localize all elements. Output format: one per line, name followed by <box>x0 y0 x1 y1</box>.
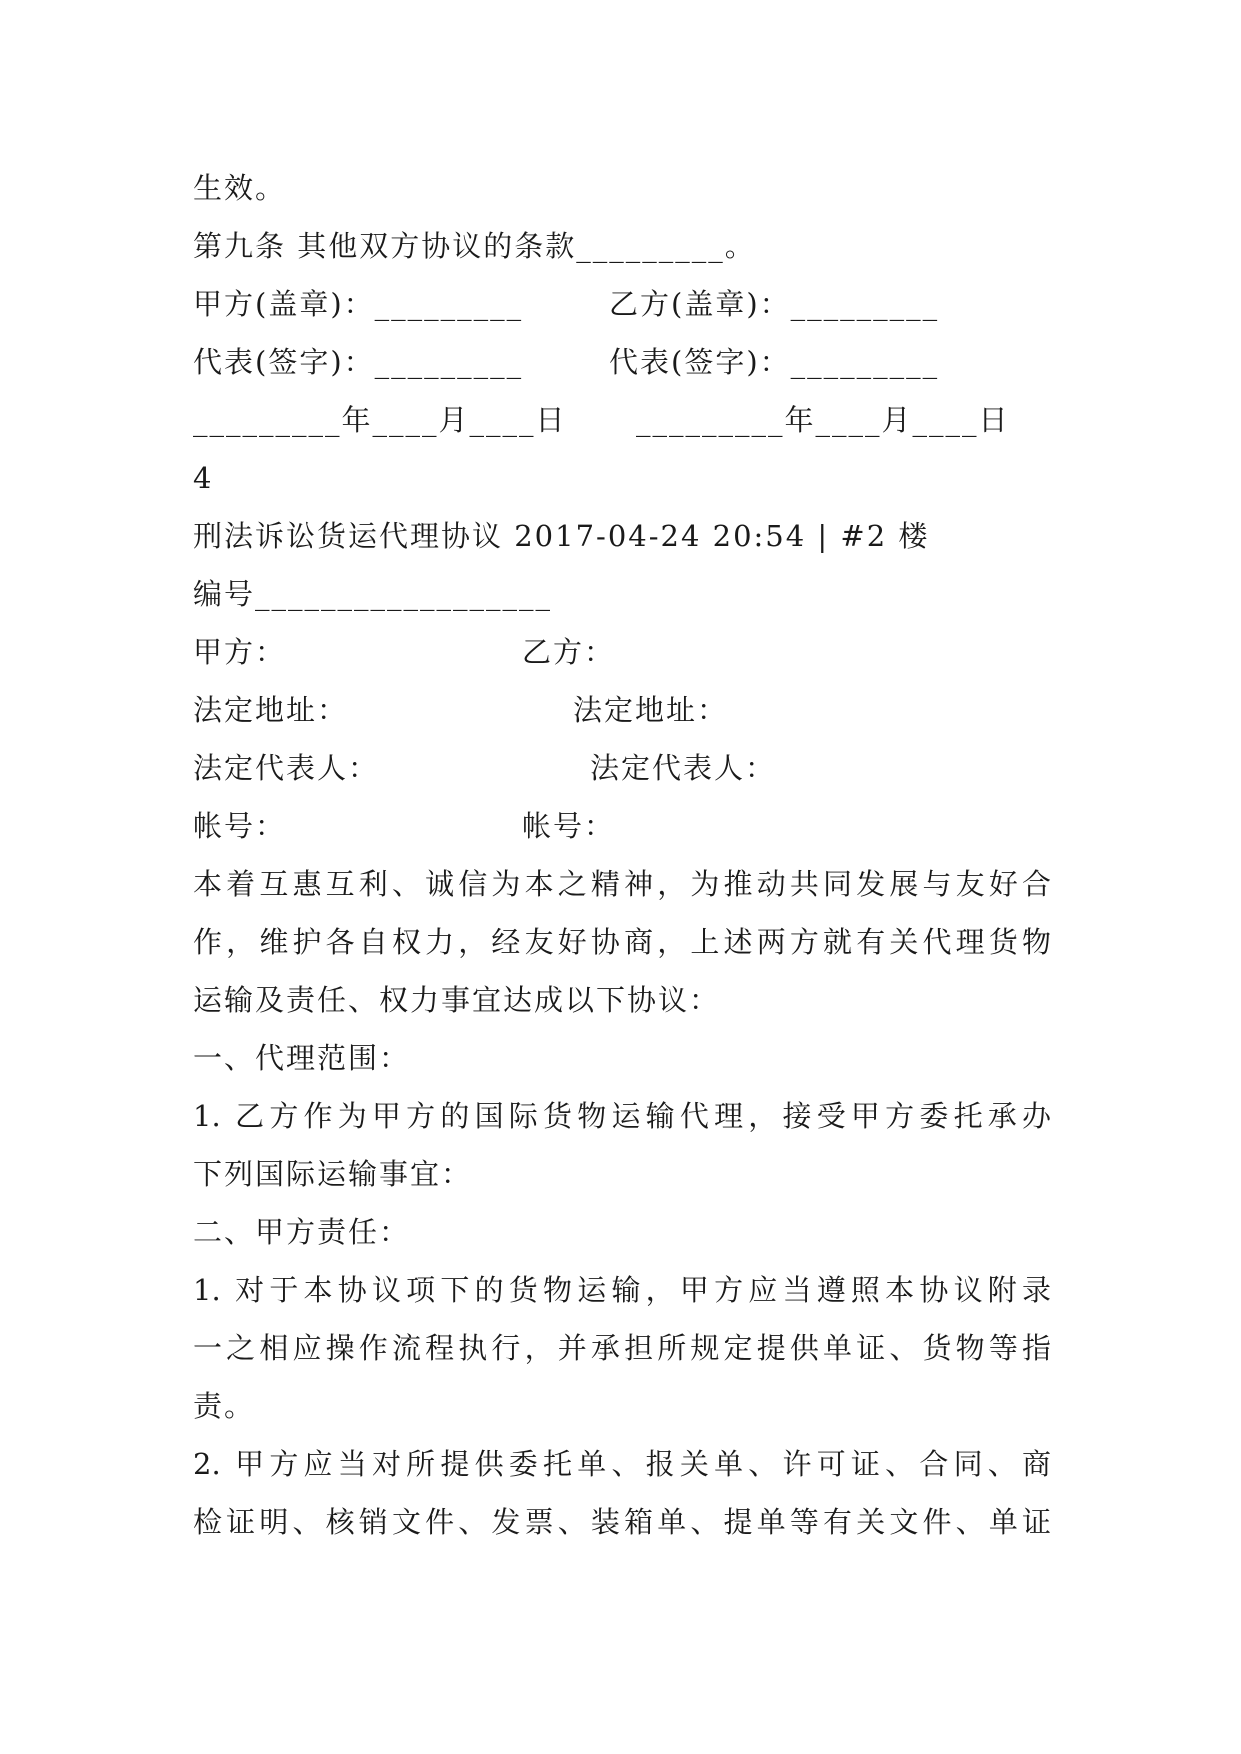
clause-line: 1. 对于本协议项下的货物运输，甲方应当遵照本协议附录 <box>193 1273 1051 1307</box>
section-heading: 二、甲方责任： <box>193 1215 411 1249</box>
signature-row <box>193 342 940 382</box>
party-b-representative: 代表(签字)：_________ <box>609 345 940 379</box>
seal-row <box>193 284 940 324</box>
legal-rep-row <box>193 748 777 788</box>
party-b-label: 乙方： <box>522 635 616 669</box>
party-a-date: _________年____月____日 <box>193 403 567 437</box>
party-a-account-label: 帐号： <box>193 809 287 843</box>
party-a-address-label: 法定地址： <box>193 693 349 727</box>
party-row <box>193 632 616 672</box>
text-line: 生效。 <box>193 171 287 205</box>
party-b-date: _________年____月____日 <box>636 403 1010 437</box>
section-heading: 一、代理范围： <box>193 1041 411 1075</box>
contract-number: 编号__________________ <box>193 577 553 611</box>
account-row <box>193 806 616 846</box>
party-a-representative: 代表(签字)：_________ <box>193 345 524 379</box>
preamble-line: 作，维护各自权力，经友好协商，上述两方就有关代理货物 <box>193 925 1051 959</box>
party-a-legal-rep-label: 法定代表人： <box>193 751 380 785</box>
date-row <box>193 400 1010 440</box>
party-b-seal: 乙方(盖章)：_________ <box>609 287 940 321</box>
address-row <box>193 690 729 730</box>
party-b-account-label: 帐号： <box>522 809 616 843</box>
preamble-line: 本着互惠互利、诚信为本之精神，为推动共同发展与友好合 <box>193 867 1051 901</box>
clause-line: 下列国际运输事宜： <box>193 1157 473 1191</box>
post-title: 刑法诉讼货运代理协议 2017-04-24 20:54 | #2 楼 <box>193 519 930 553</box>
preamble-line: 运输及责任、权力事宜达成以下协议： <box>193 983 721 1017</box>
page-number: 4 <box>193 461 214 495</box>
party-a-seal: 甲方(盖章)：_________ <box>193 287 524 321</box>
article-nine: 第九条 其他双方协议的条款_________。 <box>193 229 756 263</box>
clause-line: 一之相应操作流程执行，并承担所规定提供单证、货物等指 <box>193 1331 1051 1365</box>
clause-line: 检证明、核销文件、发票、装箱单、提单等有关文件、单证 <box>193 1505 1051 1539</box>
clause-line: 1. 乙方作为甲方的国际货物运输代理，接受甲方委托承办 <box>193 1099 1051 1133</box>
clause-line: 2. 甲方应当对所提供委托单、报关单、许可证、合同、商 <box>193 1447 1051 1481</box>
clause-line: 责。 <box>193 1389 256 1423</box>
party-b-legal-rep-label: 法定代表人： <box>590 751 777 785</box>
party-a-label: 甲方： <box>193 635 287 669</box>
party-b-address-label: 法定地址： <box>573 693 729 727</box>
